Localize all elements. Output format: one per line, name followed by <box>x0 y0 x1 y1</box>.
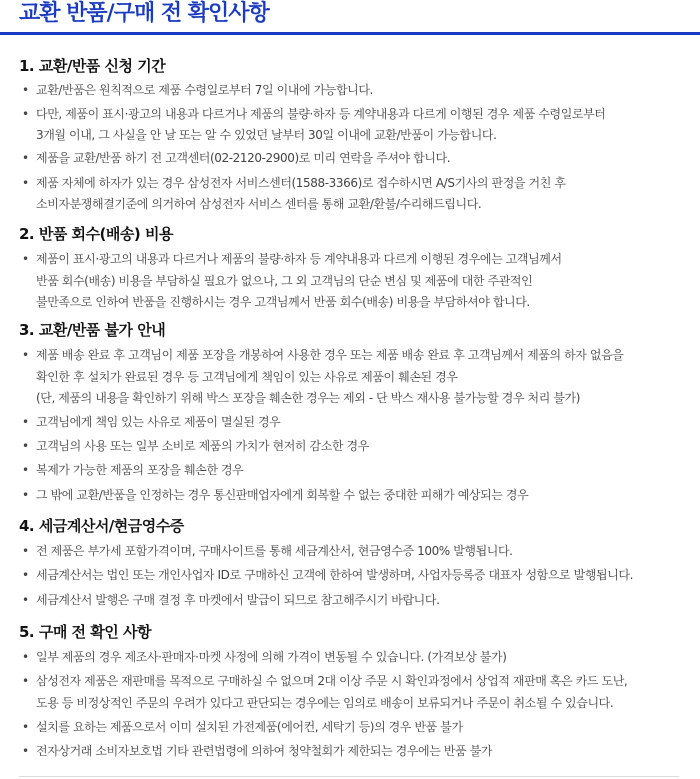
section-heading: 3. 교환/반품 불가 안내 <box>19 321 166 339</box>
bullet-icon: • <box>22 83 30 97</box>
list-item-line: 제품 배송 완료 후 고객님이 제품 포장을 개봉하여 사용한 경우 또는 제품 배송 완료 후 고객님께서 제품의 하자 없음을 <box>36 348 624 362</box>
list-item-line: 제품을 교환/반품 하기 전 고객센터(02-2120-2900)로 미리 연락을 주셔야 합니다. <box>36 151 451 165</box>
bullet-icon: • <box>22 348 30 362</box>
bullet-icon: • <box>22 463 30 477</box>
bullet-icon: • <box>22 544 30 558</box>
bullet-icon: • <box>22 151 30 165</box>
list-item-line: 그 밖에 교환/반품을 인정하는 경우 통신판매업자에게 회복할 수 없는 중대한 피해가 예상되는 경우 <box>36 488 529 502</box>
page-title: 교환 반품/구매 전 확인사항 <box>19 1 269 26</box>
list-item-line: 불만족으로 인하여 반품을 진행하시는 경우 고객님께서 반품 회수(배송) 비용을 부담하셔야 합니다. <box>36 295 530 309</box>
list-item-line: (단, 제품의 내용을 확인하기 위해 박스 포장을 훼손한 경우는 제외 - 단 박스 재사용 불가능할 경우 처리 불가) <box>36 391 581 405</box>
bullet-icon: • <box>22 439 30 453</box>
list-item-line: 소비자분쟁해결기준에 의거하여 삼성전자 서비스 센터를 통해 교환/환불/수리해드립니다. <box>36 197 482 211</box>
list-item-line: 다만, 제품이 표시·광고의 내용과 다르거나 제품의 불량·하자 등 계약내용과 다르게 이행된 경우 제품 수령일로부터 <box>36 107 606 121</box>
list-item-line: 제품 자체에 하자가 있는 경우 삼성전자 서비스센터(1588-3366)로 접수하시면 A/S기사의 판정을 거친 후 <box>36 176 566 190</box>
list-item-line: 고객님의 사용 또는 일부 소비로 제품의 가치가 현저히 감소한 경우 <box>36 439 369 453</box>
bullet-icon: • <box>22 252 30 266</box>
list-item-line: 교환/반품은 원칙적으로 제품 수령일로부터 7일 이내에 가능합니다. <box>36 83 373 97</box>
bullet-icon: • <box>22 650 30 664</box>
bottom-divider <box>19 776 679 777</box>
bullet-icon: • <box>22 674 30 688</box>
section-heading: 1. 교환/반품 신청 기간 <box>19 57 166 75</box>
bullet-icon: • <box>22 568 30 582</box>
list-item-line: 설치를 요하는 제품으로서 이미 설치된 가전제품(에어컨, 세탁기 등)의 경우 반품 불가 <box>36 720 463 734</box>
bullet-icon: • <box>22 107 30 121</box>
list-item-line: 복제가 가능한 제품의 포장을 훼손한 경우 <box>36 463 244 477</box>
bullet-icon: • <box>22 488 30 502</box>
list-item-line: 세금계산서는 법인 또는 개인사업자 ID로 구매하신 고객에 한하여 발생하며, 사업자등록증 대표자 성함으로 발행됩니다. <box>36 568 634 582</box>
list-item-line: 전자상거래 소비자보호법 기타 관련법령에 의하여 청약철회가 제한되는 경우에는 반품 불가 <box>36 744 493 758</box>
list-item-line: 일부 제품의 경우 제조사·판매자·마켓 사정에 의해 가격이 변동될 수 있습니다. (가격보상 불가) <box>36 650 507 664</box>
list-item-line: 확인한 후 설치가 완료된 경우 등 고객님에게 책임이 있는 사유로 제품이 훼손된 경우 <box>36 370 458 384</box>
section-heading: 4. 세금계산서/현금영수증 <box>19 517 184 535</box>
list-item-line: 세금계산서 발행은 구매 결정 후 마켓에서 발급이 되므로 참고해주시기 바랍니다. <box>36 593 440 607</box>
section-heading: 2. 반품 회수(배송) 비용 <box>19 225 173 243</box>
list-item-line: 삼성전자 제품은 재판매를 목적으로 구매하실 수 없으며 2대 이상 주문 시 확인과정에서 상업적 재판매 혹은 카드 도난, <box>36 674 628 688</box>
list-item-line: 도용 등 비정상적인 주문의 우려가 있다고 판단되는 경우에는 임의로 배송이 보류되거나 주문이 취소될 수 있습니다. <box>36 696 614 710</box>
bullet-icon: • <box>22 744 30 758</box>
title-divider <box>0 32 700 35</box>
list-item-line: 3개월 이내, 그 사실을 안 날 또는 알 수 있었던 날부터 30일 이내에 교환/반품이 가능합니다. <box>36 128 497 142</box>
list-item-line: 제품이 표시·광고의 내용과 다르거나 제품의 불량·하자 등 계약내용과 다르게 이행된 경우에는 고객님께서 <box>36 252 562 266</box>
list-item-line: 반품 회수(배송) 비용을 부담하실 필요가 없으나, 그 외 고객님의 단순 변심 및 제품에 대한 주관적인 <box>36 274 533 288</box>
section-heading: 5. 구매 전 확인 사항 <box>19 623 151 641</box>
bullet-icon: • <box>22 415 30 429</box>
bullet-icon: • <box>22 176 30 190</box>
list-item-line: 전 제품은 부가세 포함가격이며, 구매사이트를 통해 세금계산서, 현금영수증 100% 발행됩니다. <box>36 544 513 558</box>
bullet-icon: • <box>22 593 30 607</box>
bullet-icon: • <box>22 720 30 734</box>
list-item-line: 고객님에게 책임 있는 사유로 제품이 멸실된 경우 <box>36 415 281 429</box>
